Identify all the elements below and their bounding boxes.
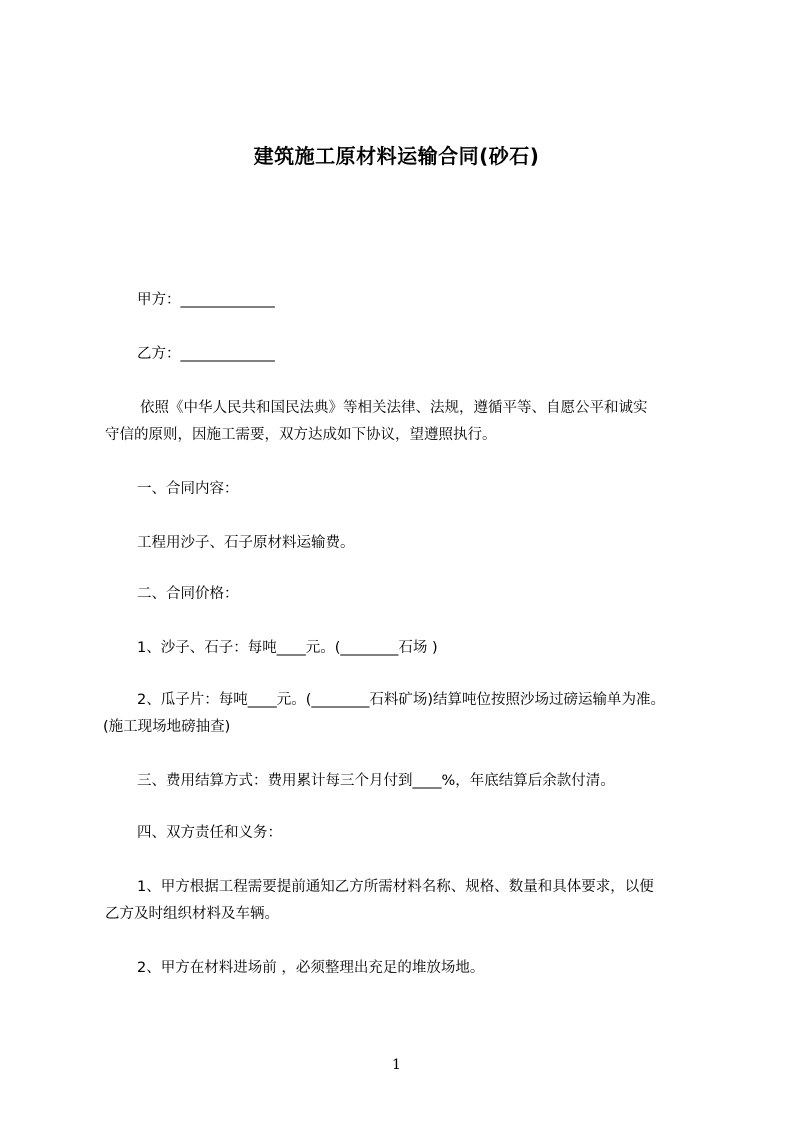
price-item-1: 1、沙子、石子：每吨____元。(________石场 ) (137, 640, 438, 656)
section-3-settlement: 三、费用结算方式：费用累计每三个月付到____%，年底结算后余款付清。 (137, 773, 615, 789)
intro-paragraph-line-1: 依照《中华人民共和国民法典》等相关法律、法规，遵循平等、自愿公平和诚实 (140, 400, 648, 416)
section-1-body: 工程用沙子、石子原材料运输费。 (137, 535, 355, 551)
page-number: 1 (392, 1057, 401, 1073)
price-item-2-line-2: (施工现场地磅抽查) (103, 719, 231, 735)
party-a-line: 甲方：_____________ (137, 292, 275, 308)
section-2-heading: 二、合同价格： (137, 586, 239, 602)
duty-2: 2、甲方在材料进场前 ，必须整理出充足的堆放场地。 (137, 960, 485, 976)
section-1-heading: 一、合同内容： (137, 481, 239, 497)
party-b-line: 乙方：_____________ (137, 346, 275, 362)
section-4-heading: 四、双方责任和义务： (137, 825, 282, 841)
duty-1-line-1: 1、甲方根据工程需要提前通知乙方所需材料名称、规格、数量和具体要求，以便 (137, 879, 654, 895)
price-item-2-line-1: 2、瓜子片：每吨____元。(________石料矿场)结算吨位按照沙场过磅运输单为准。 (137, 692, 666, 708)
document-title: 建筑施工原材料运输合同(砂石) (253, 144, 540, 168)
intro-paragraph-line-2: 守信的原则，因施工需要，双方达成如下协议，望遵照执行。 (105, 427, 497, 443)
duty-1-line-2: 乙方及时组织材料及车辆。 (105, 906, 279, 922)
